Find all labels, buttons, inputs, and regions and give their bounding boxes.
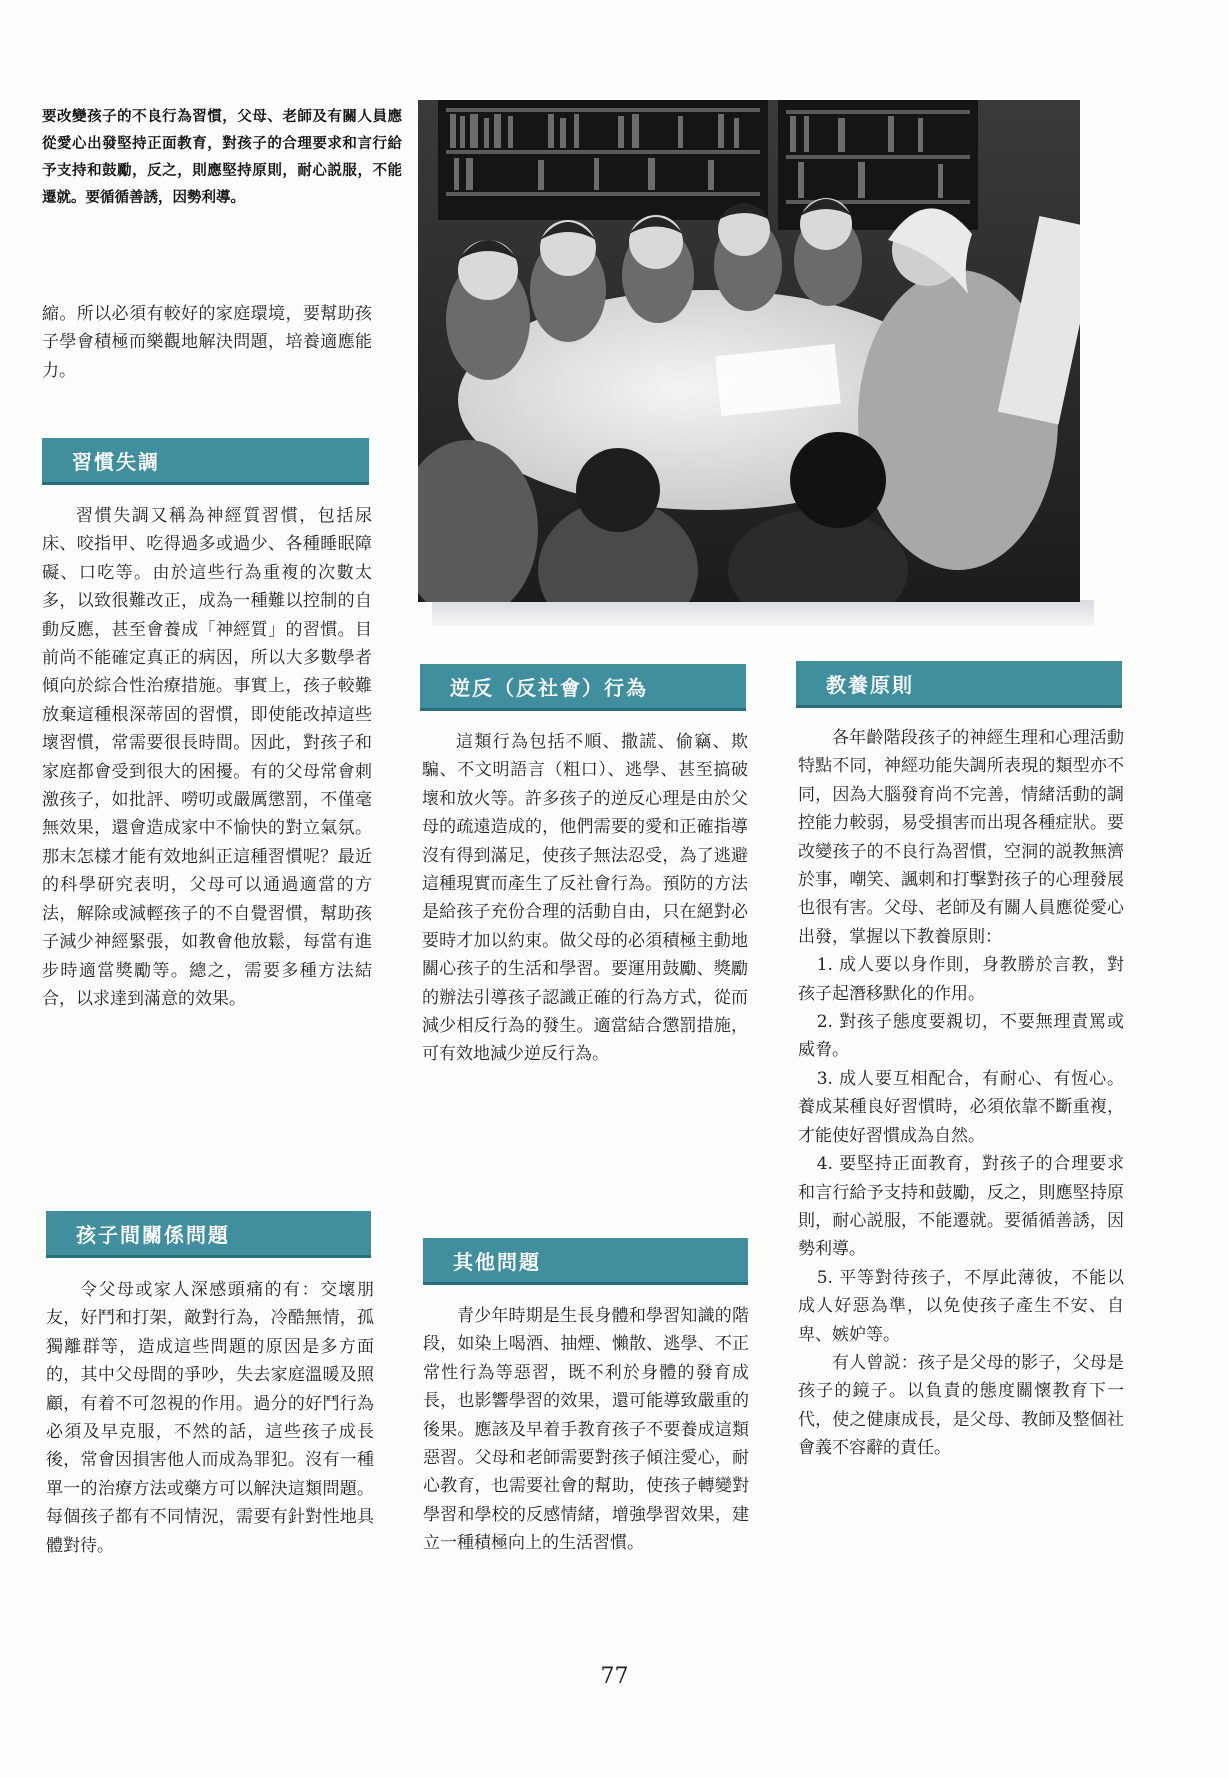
peer-section-body	[46, 1276, 374, 1560]
principle-item-5: 5. 平等對待孩子，不厚此薄彼，不能以成人好惡為準，以免使孩子產生不安、自卑、嫉妒等。	[798, 1267, 1124, 1345]
photo-shadow	[432, 600, 1094, 626]
habit-paragraph: 習慣失調又稱為神經質習慣，包括尿床、咬指甲、吃得過多或過少、各種睡眠障礙、口吃等。由於這些行為重複的次數太多，以致很難改正，成為一種難以控制的自動反應，甚至會養成「神經質」的習慣。目前尚不能確定真正的病因，所以大多數學者傾向於綜合性治療措施。事實上，孩子較難放棄這種根深蒂固的習慣，即使能改掉這些壞習慣，常需要很長時間。因此，對孩子和家庭都會受到很大的困擾。有的父母常會刺激孩子，如批評、嘮叨或嚴厲懲罰，不僅毫無效果，還會造成家中不愉快的對立氣氛。那末怎樣才能有效地糾正這種習慣呢？最近的科學研究表明，父母可以通過適當的方法，解除或減輕孩子的不自覺習慣，幫助孩子減少神經緊張，如教會他放鬆，每當有進步時適當獎勵等。總之，需要多種方法結合，以求達到滿意的效果。	[42, 506, 372, 1009]
principle-item-3: 3. 成人要互相配合，有耐心、有恆心。養成某種良好習慣時，必須依靠不斷重複，才能使好習慣成為自然。	[798, 1068, 1124, 1146]
intro-paragraph: 縮。所以必須有較好的家庭環境，要幫助孩子學會積極而樂觀地解決問題，培養適應能力。	[42, 304, 372, 381]
classroom-photo	[418, 100, 1080, 602]
section-heading-peer	[46, 1211, 371, 1258]
principle-item-2: 2. 對孩子態度要親切，不要無理責罵或威脅。	[798, 1012, 1124, 1061]
habit-section-body	[42, 502, 372, 1013]
section-heading-label: 習慣失調	[72, 450, 160, 474]
section-heading-label: 逆反（反社會）行為	[450, 676, 648, 700]
intro-text-block	[42, 300, 372, 385]
section-heading-other	[423, 1238, 748, 1285]
pull-quote: 要改變孩子的不良行為習慣，父母、老師及有關人員應從愛心出發堅持正面教育，對孩子的合理要求和言行給予支持和鼓勵，反之，則應堅持原則，耐心説服，不能遷就。要循循善誘，因勢利導。	[42, 109, 402, 206]
peer-paragraph: 令父母或家人深感頭痛的有：交壞朋友，好鬥和打架，敵對行為，冷酷無情，孤獨離群等，造成這些問題的原因是多方面的，其中父母間的爭吵，失去家庭溫暖及照顧，有着不可忽視的作用。過分的好鬥行為必須及早克服，不然的話，這些孩子成長後，常會因損害他人而成為罪犯。沒有一種單一的治療方法或藥方可以解決這類問題。每個孩子都有不同情況，需要有針對性地具體對待。	[46, 1280, 374, 1556]
section-heading-label: 教養原則	[826, 673, 914, 697]
antisocial-section-body	[422, 728, 748, 1069]
principles-intro: 各年齡階段孩子的神經生理和心理活動特點不同，神經功能失調所表現的類型亦不同，因為大腦發育尚不完善，情緒活動的調控能力較弱，易受損害而出現各種症狀。要改變孩子的不良行為習慣，空洞的説教無濟於事，嘲笑、諷刺和打擊對孩子的心理發展也很有害。父母、老師及有關人員應從愛心出發，掌握以下教養原則：	[798, 728, 1124, 947]
other-section-body	[423, 1302, 749, 1558]
section-heading-label: 孩子間關係問題	[76, 1223, 230, 1247]
principle-item-4: 4. 要堅持正面教育，對孩子的合理要求和言行給予支持和鼓勵，反之，則應堅持原則，耐心説服，不能遷就。要循循善誘，因勢利導。	[798, 1154, 1124, 1260]
principle-item-1: 1. 成人要以身作則，身教勝於言教，對孩子起潛移默化的作用。	[798, 955, 1124, 1004]
principles-closing: 有人曾説：孩子是父母的影子，父母是孩子的鏡子。以負責的態度關懷教育下一代，使之健康成長，是父母、教師及整個社會義不容辭的責任。	[798, 1352, 1124, 1459]
classroom-photo-illustration	[418, 100, 1080, 602]
antisocial-paragraph: 這類行為包括不順、撒謊、偷竊、欺騙、不文明語言（粗口）、逃學、甚至搞破壞和放火等。許多孩子的逆反心理是由於父母的疏遠造成的，他們需要的愛和正確指導沒有得到滿足，使孩子無法忍受，為了逃避這種現實而產生了反社會行為。預防的方法是給孩子充份合理的活動自由，只在絕對必要時才加以約束。做父母的必須積極主動地關心孩子的生活和學習。要運用鼓勵、獎勵的辦法引導孩子認識正確的行為方式，從而減少相反行為的發生。適當結合懲罰措施，可有效地減少逆反行為。	[422, 732, 748, 1065]
section-heading-habit	[42, 438, 369, 485]
principles-section-body	[798, 724, 1124, 1463]
section-heading-label: 其他問題	[453, 1250, 541, 1274]
page-number: 77	[600, 1664, 629, 1689]
section-heading-antisocial	[420, 664, 746, 711]
other-paragraph: 青少年時期是生長身體和學習知識的階段，如染上喝酒、抽煙、懶散、逃學、不正常性行為等惡習，既不利於身體的發育成長，也影響學習的效果，還可能導致嚴重的後果。應該及早着手教育孩子不要養成這類惡習。父母和老師需要對孩子傾注愛心，耐心教育，也需要社會的幫助，使孩子轉變對學習和學校的反感情緒，增強學習效果，建立一種積極向上的生活習慣。	[423, 1306, 749, 1554]
section-heading-principles	[796, 661, 1122, 708]
